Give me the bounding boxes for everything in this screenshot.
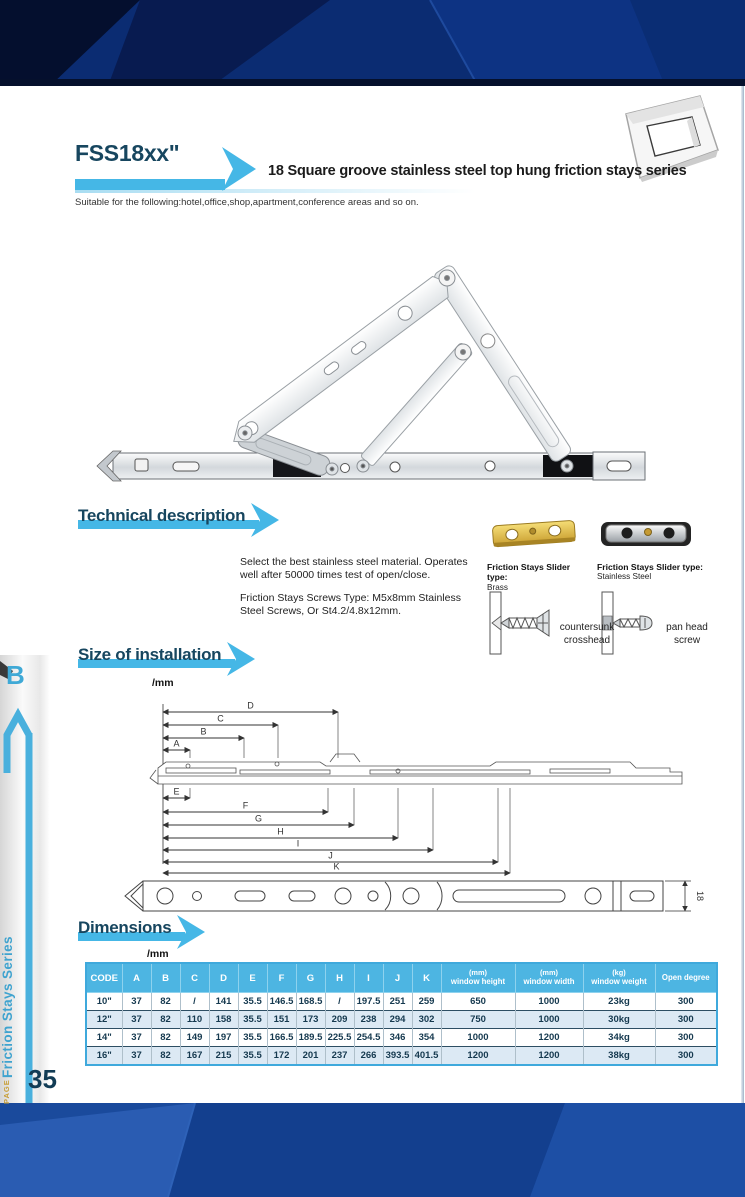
table-cell: 393.5 [383,1047,412,1066]
table-cell: 35.5 [238,993,267,1011]
page-edge-shadow [741,86,744,1103]
dimension-letter: H [277,826,284,837]
table-cell: 354 [412,1029,441,1047]
suitable-line: Suitable for the following:hotel,office,shop,apartment,conference areas and so on. [75,197,419,208]
table-cell: 1200 [515,1047,583,1066]
table-cell: 302 [412,1011,441,1029]
table-cell: 82 [151,993,180,1011]
table-cell: / [325,993,354,1011]
table-cell: 167 [180,1047,209,1066]
table-cell: 259 [412,993,441,1011]
installation-diagram [70,692,690,877]
table-cell: 146.5 [267,993,296,1011]
slider-label: Friction Stays Slider type: [597,562,704,572]
table-cell: 300 [655,1011,717,1029]
column-header: D [209,963,238,993]
table-cell: 37 [122,1029,151,1047]
installation-unit: /mm [152,677,174,689]
product-photo-illustration [95,225,665,510]
column-header: (mm) window width [515,963,583,993]
table-body [86,993,717,1066]
slider-caption-steel [597,562,709,581]
table-cell: 251 [383,993,412,1011]
table-cell: 300 [655,993,717,1011]
table-cell: 168.5 [296,993,325,1011]
heading-arrow-icon [227,642,261,676]
table-cell: 37 [122,993,151,1011]
column-header: I [354,963,383,993]
table-cell: 197.5 [354,993,383,1011]
table-cell: 300 [655,1029,717,1047]
table-cell: 82 [151,1011,180,1029]
table-cell: 225.5 [325,1029,354,1047]
table-cell: 650 [441,993,515,1011]
table-cell: 294 [383,1011,412,1029]
table-cell: 151 [267,1011,296,1029]
table-cell: 16" [86,1047,122,1066]
dimension-letter: F [242,800,249,811]
table-cell: 266 [354,1047,383,1066]
table-cell: 12" [86,1011,122,1029]
table-cell: 173 [296,1011,325,1029]
table-cell: 10" [86,993,122,1011]
table-header-row [86,963,717,993]
installation-heading [78,645,221,665]
column-header: (kg) window weight [583,963,655,993]
table-cell: 37 [122,1047,151,1066]
table-cell: 1000 [515,1011,583,1029]
dimension-letter: I [296,838,300,849]
table-cell: 38kg [583,1047,655,1066]
table-cell: 237 [325,1047,354,1066]
table-row [86,993,717,1011]
product-title: 18 Square groove stainless steel top hung friction stays series [268,163,687,179]
product-code-underline [75,179,225,190]
column-header: C [180,963,209,993]
table-cell: 34kg [583,1029,655,1047]
column-header: K [412,963,441,993]
column-header: Open degree [655,963,717,993]
table-cell: 215 [209,1047,238,1066]
table-cell: 201 [296,1047,325,1066]
table-cell: 209 [325,1011,354,1029]
screw-caption-panhead: pan head screw [666,622,708,646]
slider-label: Friction Stays Slider type: [487,562,571,583]
dimensions-table [85,962,718,1066]
page-word-label: PAGE [2,1079,11,1104]
table-cell: 1200 [515,1029,583,1047]
table-cell: 35.5 [238,1029,267,1047]
heading-arrow-icon [177,915,211,949]
column-header: CODE [86,963,122,993]
table-cell: 35.5 [238,1011,267,1029]
technical-paragraph-2: Friction Stays Screws Type: M5x8mm Stainless Steel Screws, Or St4.2/4.8x12mm. [240,591,461,618]
steel-slider-image [597,514,697,556]
table-cell: 1000 [515,993,583,1011]
product-code: FSS18xx" [75,140,180,166]
dimension-letter: K [333,861,340,872]
table-cell: 254.5 [354,1029,383,1047]
column-header: E [238,963,267,993]
table-cell: 1000 [441,1029,515,1047]
table-cell: 35.5 [238,1047,267,1066]
table-cell: 750 [441,1011,515,1029]
table-cell: 172 [267,1047,296,1066]
table-cell: 197 [209,1029,238,1047]
table-cell: 23kg [583,993,655,1011]
table-cell: 300 [655,1047,717,1066]
technical-description-heading [78,506,245,526]
dimensions-heading [78,918,171,938]
table-cell: 82 [151,1029,180,1047]
table-cell: 401.5 [412,1047,441,1066]
table-cell: 30kg [583,1011,655,1029]
dimensions-unit: /mm [147,948,169,960]
table-cell: 1200 [441,1047,515,1066]
technical-paragraph-1: Select the best stainless steel material. Operates well after 50000 times test of open/close. [240,556,468,582]
column-header: A [122,963,151,993]
page-number: 35 [28,1064,57,1094]
dimension-letter: G [254,813,263,824]
table-cell: 141 [209,993,238,1011]
slider-type: Brass [487,582,508,592]
dimension-letter: E [173,786,180,797]
technical-text [240,556,482,628]
side-dimension-label: 18 [695,890,705,902]
table-cell: 346 [383,1029,412,1047]
heading-text: Dimensions [78,918,172,937]
screw-caption-countersunk: countersunk crosshead [559,622,615,646]
table-cell: 149 [180,1029,209,1047]
section-letter: B [6,660,25,690]
brass-slider-image [487,514,583,556]
heading-text: Size of installation [78,645,222,664]
table-cell: 238 [354,1011,383,1029]
product-code-arrow-icon [222,147,264,191]
table-cell: 37 [122,1011,151,1029]
footer-banner-graphic [0,1103,745,1197]
slider-type: Stainless Steel [597,572,652,582]
column-header: J [383,963,412,993]
table-cell: 189.5 [296,1029,325,1047]
dimension-letter: A [173,738,180,749]
dimension-letter: J [328,850,333,861]
heading-arrow-icon [251,503,285,537]
column-header: F [267,963,296,993]
table-cell: 158 [209,1011,238,1029]
series-vertical-label: Friction Stays Series [0,936,15,1078]
dimension-letter: D [247,700,254,711]
heading-text: Technical description [78,506,246,525]
slider-caption-brass [487,562,593,592]
table-cell: 166.5 [267,1029,296,1047]
column-header: B [151,963,180,993]
header-banner-graphic [0,0,745,86]
table-cell: 14" [86,1029,122,1047]
table-cell: 110 [180,1011,209,1029]
table-row [86,1011,717,1029]
table-row [86,1029,717,1047]
dimension-letter: C [217,713,224,724]
column-header: G [296,963,325,993]
column-header: (mm) window height [441,963,515,993]
table-cell: / [180,993,209,1011]
column-header: H [325,963,354,993]
table-row [86,1047,717,1066]
dimension-letter: B [200,726,207,737]
table-cell: 82 [151,1047,180,1066]
